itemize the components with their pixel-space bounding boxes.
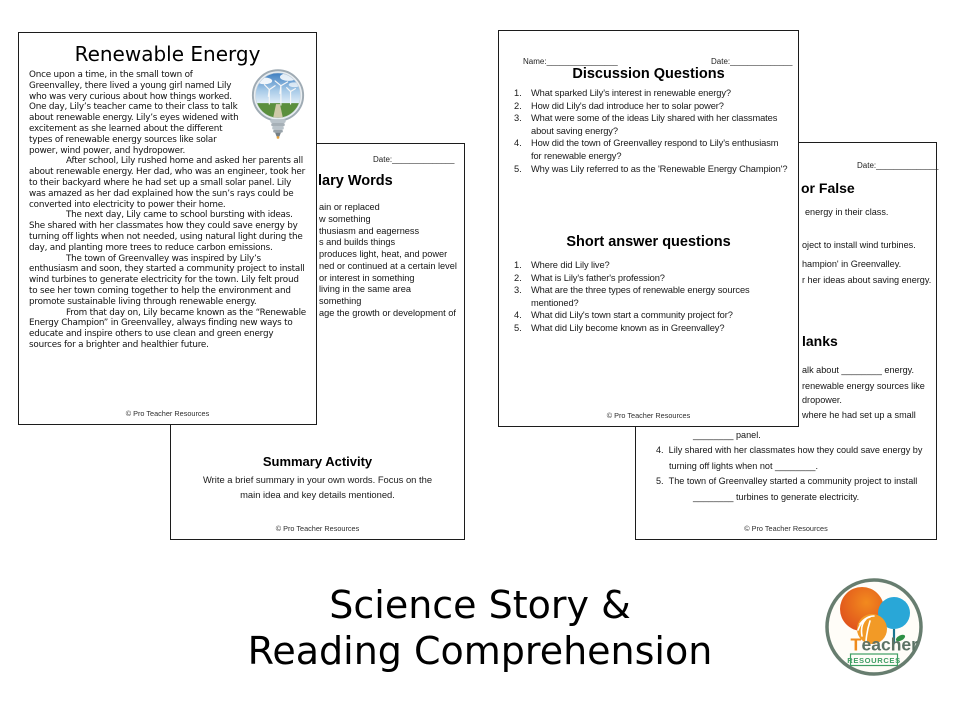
logo-brand-initial: T — [850, 634, 862, 655]
story-paragraph: Once upon a time, in the small town of Greenvalley, there lived a young girl named Lily who was very curious about how things worked. One day, Lily’s teacher came to their class to talk about renewable energy. Lily’s eyes widened with excitement as she learned about the different types of renewable energy sources like solar power, wind power, and hydropower. — [29, 70, 239, 156]
question-text: What are the three types of renewable energy sources mentioned? — [531, 285, 750, 308]
question-number: 5. — [514, 163, 522, 174]
copyright-footer: © Pro Teacher Resources — [125, 409, 210, 418]
vocab-fragment-line: or interest in something — [319, 272, 415, 283]
fill-in-blank-line: ________ turbines to generate electricity. — [693, 492, 860, 502]
question-item — [514, 284, 788, 309]
fill-in-blank-line: turning off lights when not ________. — [669, 461, 818, 471]
discussion-questions-title: Discussion Questions — [572, 66, 725, 82]
copyright-footer: © Pro Teacher Resources — [606, 411, 691, 420]
truefalse-statement-fragment: oject to install wind turbines. — [802, 240, 916, 250]
worksheet-page-story — [18, 32, 317, 425]
question-item — [514, 163, 788, 176]
question-text: What were some of the ideas Lily shared with her classmates about saving energy? — [531, 113, 778, 136]
vocab-fragment-line: w something — [319, 213, 371, 224]
copyright-footer: © Pro Teacher Resources — [744, 524, 828, 533]
fill-in-blank-fragment: where he had set up a small — [802, 410, 916, 420]
question-item — [514, 112, 788, 137]
question-item — [514, 137, 788, 162]
product-title — [0, 582, 960, 674]
truefalse-statement-fragment: hampion' in Greenvalley. — [802, 259, 902, 269]
summary-activity-title: Summary Activity — [262, 454, 373, 469]
vocab-fragment-line: ain or replaced — [319, 202, 380, 212]
vocab-fragment-line: something — [319, 296, 362, 306]
vocab-fragment-line: thusiasm and eagerness — [319, 225, 420, 236]
question-text: Why was Lily referred to as the 'Renewable Energy Champion'? — [531, 163, 788, 174]
question-number: 3. — [514, 285, 522, 296]
fill-in-blank-line: 4. Lily shared with her classmates how they could save energy by — [656, 445, 923, 455]
summary-activity-instructions: main idea and key details mentioned. — [240, 489, 395, 500]
question-number: 2. — [514, 100, 522, 111]
fill-in-blank-fragment: renewable energy sources like — [802, 381, 925, 391]
fill-in-blank-line: 5. The town of Greenvalley started a community project to install — [656, 476, 918, 486]
question-text: What did Lily's town start a community project for? — [531, 310, 733, 321]
story-paragraph: The town of Greenvalley was inspired by Lily’s enthusiasm and soon, they started a community project to install wind turbines to generate electricity for the town. Lily felt proud to see her town coming together to help the environment and promote sustainable living through renewable energy. — [29, 253, 305, 307]
truefalse-statement-fragment: r her ideas about saving energy. — [802, 275, 932, 285]
question-number: 4. — [514, 310, 522, 321]
date-field-label: Date:______________ — [857, 161, 939, 170]
question-item — [514, 309, 788, 322]
fill-in-blank-line: ________ panel. — [693, 430, 761, 440]
question-text: How did Lily's dad introduce her to solar power? — [531, 100, 724, 111]
worksheet-page-questions — [498, 30, 799, 427]
story-paragraph: After school, Lily rushed home and asked her parents all about renewable energy. Her dad, who was an engineer, took her to their backyard where he had set up a small solar panel. Lily was amazed as her dad explained how the sun’s rays could be converted into electricity to power their home. — [29, 156, 306, 210]
story-body — [29, 70, 307, 351]
discussion-question-list — [514, 87, 788, 175]
truefalse-statement-fragment: energy in their class. — [805, 207, 889, 217]
product-title-line2: Reading Comprehension — [247, 629, 713, 673]
fill-in-blank-fragment: dropower. — [802, 395, 842, 405]
question-item — [514, 87, 788, 100]
vocab-fragment-line: produces light, heat, and power — [319, 249, 448, 259]
story-title: Renewable Energy — [74, 42, 261, 66]
name-field-label: Name:________________ — [523, 57, 618, 66]
question-number: 3. — [514, 113, 522, 124]
question-number: 2. — [514, 272, 522, 283]
product-title-line1: Science Story & — [329, 583, 631, 627]
question-number: 1. — [514, 88, 522, 98]
summary-activity-instructions: Write a brief summary in your own words. Focus on the — [202, 474, 433, 485]
question-text: What is Lily's father's profession? — [531, 272, 665, 283]
wind-turbine-lightbulb-image — [249, 68, 307, 146]
logo-brand-text: eacher — [861, 634, 918, 655]
story-paragraph: From that day on, Lily became known as the “Renewable Energy Champion” in Greenvalley, always finding new ways to educate and inspire others to use clean and green energy sources for a brighter and healthier future. — [29, 307, 307, 350]
vocabulary-heading-fragment: lary Words — [318, 173, 393, 189]
fill-in-blanks-heading-fragment: lanks — [802, 333, 838, 349]
vocab-fragment-line: s and builds things — [319, 237, 396, 248]
question-number: 1. — [514, 260, 522, 270]
question-item — [514, 259, 788, 272]
vocab-fragment-line: ned or continued at a certain level — [319, 260, 457, 271]
question-item — [514, 322, 788, 335]
true-or-false-heading-fragment: or False — [801, 180, 855, 196]
question-item — [514, 100, 788, 113]
question-number: 4. — [514, 138, 522, 149]
story-paragraph: The next day, Lily came to school bursting with ideas. She shared with her classmates how they could save energy by turning off lights when not needed, using natural light during the day, and planting more trees to reduce carbon emissions. — [29, 210, 303, 253]
question-number: 5. — [514, 322, 522, 333]
date-field-label: Date:______________ — [711, 57, 793, 66]
short-answer-question-list — [514, 259, 788, 335]
question-text: How did the town of Greenvalley respond to Lily's enthusiasm for renewable energy? — [531, 138, 779, 161]
date-field-label: Date:______________ — [373, 155, 455, 164]
question-item — [514, 272, 788, 285]
logo-resources-text: RESOURCES — [847, 655, 901, 665]
vocab-fragment-line: living in the same area — [319, 284, 411, 295]
copyright-footer: © Pro Teacher Resources — [275, 524, 360, 533]
fill-in-blank-fragment: alk about ________ energy. — [802, 365, 915, 375]
short-answer-title: Short answer questions — [566, 234, 731, 250]
question-text: Where did Lily live? — [531, 260, 610, 270]
vocab-fragment-line: age the growth or development of — [319, 307, 456, 318]
question-text: What sparked Lily's interest in renewable energy? — [531, 88, 731, 98]
question-text: What did Lily become known as in Greenvalley? — [531, 322, 725, 333]
vocabulary-definition-list — [319, 202, 457, 320]
teacher-resources-logo — [824, 577, 924, 677]
